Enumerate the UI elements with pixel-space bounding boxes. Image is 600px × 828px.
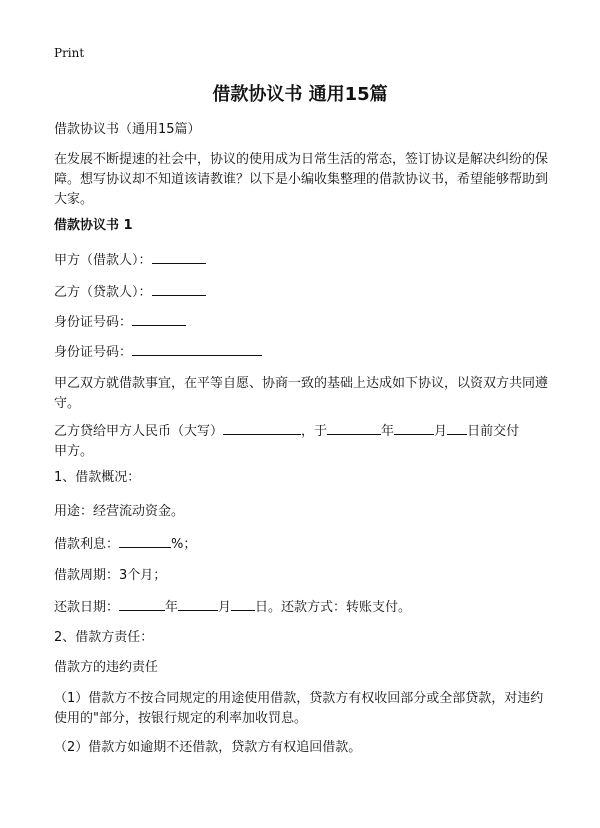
party-a-line [54,250,554,271]
loan-text-3: 甲方。 [54,444,94,459]
loan-month-blank [394,421,434,435]
interest-label: 借款利息： [54,537,120,552]
id-line-1 [54,312,554,333]
id-label-2: 身份证号码： [54,345,133,360]
repay-tail: 日。还款方式：转账支付。 [255,600,412,615]
loan-amount-blank [223,421,301,435]
interest-line [54,534,554,555]
loan-day-label: 日前交付 [467,424,520,439]
repay-year-blank [119,597,165,611]
repay-line [54,597,554,618]
repay-day-blank [231,597,255,611]
loan-text-1: 乙方贷给甲方人民币（大写） [54,424,224,439]
interest-blank [119,534,171,548]
id-blank-1 [132,312,186,326]
agreement-paragraph: 甲乙双方就借款事宜，在平等自愿、协商一致的基础上达成如下协议，以资双方共同遵守。 [54,376,549,411]
repay-label: 还款日期： [54,600,120,615]
id-label-1: 身份证号码： [54,315,133,330]
interest-suffix: %； [171,537,197,552]
page-title: 借款协议书 通用15篇 [212,84,388,105]
term-line: 借款周期：3个月； [54,568,167,583]
clause-2: （2）借款方如逾期不还借款，贷款方有权追回借款。 [54,740,362,755]
party-b-label: 乙方（贷款人）： [54,285,152,300]
party-b-blank [152,282,206,296]
document-subtitle: 借款协议书（通用15篇） [54,122,201,137]
loan-month-label: 月 [434,424,448,439]
party-b-line [54,282,554,303]
party-a-blank [152,250,206,264]
loan-year-label: 年 [381,424,395,439]
loan-text-2: ，于 [301,424,328,439]
repay-month-blank [178,597,218,611]
loan-paragraph [54,421,554,462]
intro-paragraph: 在发展不断提速的社会中，协议的使用成为日常生活的常态，签订协议是解决纠纷的保障。想写协议却不知道该请教谁？以下是小编收集整理的借款协议书，希望能够帮助到大家。 [54,152,549,207]
responsibility-heading: 2、借款方责任： [54,630,154,645]
id-blank-2 [132,342,262,356]
id-line-2 [54,342,554,363]
party-a-label: 甲方（借款人）： [54,253,152,268]
section-heading: 借款协议书 1 [54,218,133,233]
default-heading: 借款方的违约责任 [54,660,159,675]
repay-month-label: 月 [218,600,232,615]
overview-heading: 1、借款概况： [54,470,141,485]
repay-year-label: 年 [165,600,179,615]
clause-1: （1）借款方不按合同规定的用途使用借款，贷款方有权收回部分或全部贷款，对违约使用的"部分，按银行规定的利率加收罚息。 [54,691,544,726]
loan-day-blank [447,421,467,435]
print-link[interactable]: Print [54,46,85,60]
purpose-line: 用途：经营流动资金。 [54,504,185,519]
loan-year-blank [327,421,381,435]
